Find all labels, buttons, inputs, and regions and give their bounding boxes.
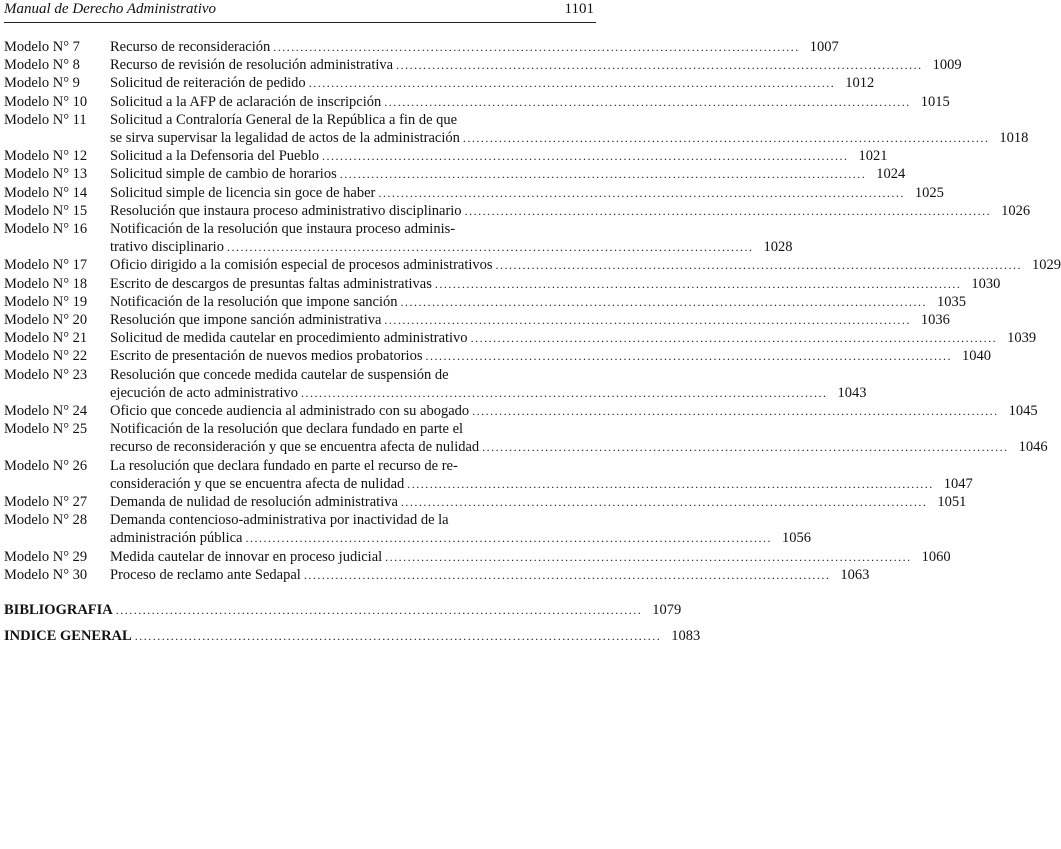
toc-entry xyxy=(4,548,951,566)
model-number: Modelo N° 7 xyxy=(4,39,80,55)
dot-leader: ..................................................................................................................... xyxy=(378,185,905,200)
entry-title-line xyxy=(110,438,1048,456)
table-of-contents xyxy=(4,38,1061,584)
model-number: Modelo N° 22 xyxy=(4,348,88,365)
entry-title-block xyxy=(110,165,906,183)
dot-leader: ..................................................................................................................... xyxy=(482,440,1009,455)
entry-title-block xyxy=(110,511,811,547)
dot-leader: ..................................................................................................................... xyxy=(400,495,928,510)
toc-entry xyxy=(4,147,888,165)
entry-title-block xyxy=(110,493,967,511)
entry-title-text: Solicitud de medida cautelar en procedimiento administrativo xyxy=(110,330,468,347)
entry-title-block xyxy=(110,293,966,311)
entry-title-text: se sirva supervisar la legalidad de actos de la administración xyxy=(110,130,460,147)
dot-leader: ..................................................................................................................... xyxy=(425,349,952,364)
end-matter-entry xyxy=(4,627,701,645)
entry-title-block xyxy=(110,38,839,56)
entry-title-line xyxy=(110,529,811,547)
entry-title-text: Demanda contencioso-administrativa por inactividad de la xyxy=(110,512,449,529)
book-title: Manual de Derecho Administrativo xyxy=(4,1,217,17)
entry-page-number: 1026 xyxy=(1001,202,1031,219)
model-number: Modelo N° 26 xyxy=(4,457,88,474)
toc-entry xyxy=(4,311,950,329)
toc-entry xyxy=(4,74,875,92)
entry-page-number: 1021 xyxy=(858,148,888,165)
entry-title-line xyxy=(110,202,1031,220)
dot-leader: ..................................................................................................................... xyxy=(407,476,934,491)
toc-entry xyxy=(4,93,950,111)
entry-title-text: Solicitud a la Defensoria del Pueblo xyxy=(110,148,319,165)
entry-title-block xyxy=(110,402,1038,420)
entry-title-text: Solicitud a la AFP de aclaración de inscripción xyxy=(110,93,382,110)
toc-entry xyxy=(4,457,973,493)
toc-entry xyxy=(4,420,1048,456)
entry-title-block xyxy=(110,347,991,365)
toc-entry xyxy=(4,293,966,311)
dot-leader: ..................................................................................................................... xyxy=(464,203,992,218)
model-number: Modelo N° 16 xyxy=(4,221,88,238)
end-matter-page-number: 1079 xyxy=(652,602,682,618)
dot-leader: ..................................................................................................................... xyxy=(115,603,643,617)
dot-leader: ..................................................................................................................... xyxy=(495,258,1023,273)
model-number: Modelo N° 10 xyxy=(4,93,88,110)
entry-page-number: 1051 xyxy=(937,494,967,511)
model-number: Modelo N° 18 xyxy=(4,275,88,292)
entry-title-line xyxy=(110,165,906,183)
entry-title-block xyxy=(110,111,1029,147)
entry-title-block xyxy=(110,74,875,92)
entry-title-block xyxy=(110,457,973,493)
entry-title-line xyxy=(110,147,888,165)
entry-title-text: Solicitud simple de licencia sin goce de haber xyxy=(110,184,376,201)
model-number: Modelo N° 29 xyxy=(4,548,88,565)
toc-entry xyxy=(4,184,944,202)
model-number: Modelo N° 13 xyxy=(4,166,88,183)
toc-entry xyxy=(4,347,991,365)
entry-title-text: trativo disciplinario xyxy=(110,239,224,256)
entry-page-number: 1028 xyxy=(763,239,793,256)
entry-title-line xyxy=(110,384,867,402)
toc-entry xyxy=(4,202,1031,220)
entry-page-number: 1018 xyxy=(999,130,1029,147)
dot-leader: ..................................................................................................................... xyxy=(226,240,754,255)
entry-page-number: 1039 xyxy=(1007,330,1037,347)
entry-title-text: ejecución de acto administrativo xyxy=(110,384,299,401)
entry-title-text: Resolución que impone sanción administrativa xyxy=(110,312,382,329)
model-number: Modelo N° 28 xyxy=(4,512,88,529)
entry-title-text: Medida cautelar de innovar en proceso judicial xyxy=(110,548,383,565)
entry-page-number: 1043 xyxy=(837,384,867,401)
toc-entry xyxy=(4,275,1001,293)
entry-title-text: Recurso de reconsideración xyxy=(110,39,271,55)
entry-title-line xyxy=(110,56,962,74)
toc-entry xyxy=(4,366,867,402)
entry-title-block xyxy=(110,329,1037,347)
entry-title-line xyxy=(110,111,597,129)
dot-leader: ..................................................................................................................... xyxy=(384,94,911,109)
entry-title-block xyxy=(110,184,944,202)
entry-title-line xyxy=(110,220,597,238)
dot-leader: ..................................................................................................................... xyxy=(303,567,831,582)
entry-title-line xyxy=(110,511,597,529)
toc-entry xyxy=(4,329,1037,347)
entry-title-text: recurso de reconsideración y que se encuentra afecta de nulidad xyxy=(110,439,480,456)
entry-title-text: Solicitud a Contraloría General de la República a fin de que xyxy=(110,111,458,128)
entry-title-text: Resolución que instaura proceso administrativo disciplinario xyxy=(110,202,462,219)
entry-page-number: 1029 xyxy=(1032,257,1061,274)
entry-title-block xyxy=(110,420,1048,456)
end-matter-label: BIBLIOGRAFIA xyxy=(4,602,113,618)
entry-page-number: 1025 xyxy=(914,184,944,201)
dot-leader: ..................................................................................................................... xyxy=(245,531,772,546)
entry-page-number: 1012 xyxy=(845,75,875,92)
entry-page-number: 1060 xyxy=(921,548,951,565)
entry-title-line xyxy=(110,347,991,365)
entry-title-line xyxy=(110,256,1061,274)
entry-title-line xyxy=(110,475,973,493)
dot-leader: ..................................................................................................................... xyxy=(400,294,927,309)
model-number: Modelo N° 9 xyxy=(4,75,80,92)
dot-leader: ..................................................................................................................... xyxy=(470,331,998,346)
entry-title-line xyxy=(110,402,1038,420)
model-number: Modelo N° 12 xyxy=(4,148,88,165)
entry-title-text: Recurso de revisión de resolución administrativa xyxy=(110,57,394,74)
toc-entry xyxy=(4,493,967,511)
entry-title-block xyxy=(110,548,951,566)
entry-title-line xyxy=(110,93,950,111)
toc-entry xyxy=(4,56,962,74)
entry-page-number: 1030 xyxy=(971,275,1001,292)
dot-leader: ..................................................................................................................... xyxy=(322,149,849,164)
entry-title-text: Proceso de reclamo ante Sedapal xyxy=(110,566,301,583)
toc-entry xyxy=(4,511,811,547)
dot-leader: ..................................................................................................................... xyxy=(134,629,662,644)
entry-title-block xyxy=(110,220,793,256)
model-number: Modelo N° 23 xyxy=(4,366,88,383)
end-matter-label: INDICE GENERAL xyxy=(4,628,132,645)
entry-title-text: Demanda de nulidad de resolución administrativa xyxy=(110,494,398,511)
entry-title-text: Oficio dirigido a la comisión especial de procesos administrativos xyxy=(110,257,493,274)
entry-page-number: 1007 xyxy=(809,39,839,55)
entry-title-line xyxy=(110,329,1037,347)
dot-leader: ..................................................................................................................... xyxy=(385,549,912,564)
entry-title-line xyxy=(110,457,597,475)
entry-title-line xyxy=(110,548,951,566)
entry-page-number: 1063 xyxy=(840,566,870,583)
entry-title-line xyxy=(110,38,839,56)
entry-title-text: Notificación de la resolución que declara fundado en parte el xyxy=(110,421,464,438)
entry-title-text: Solicitud de reiteración de pedido xyxy=(110,75,306,92)
model-number: Modelo N° 30 xyxy=(4,566,88,583)
entry-title-text: Escrito de presentación de nuevos medios probatorios xyxy=(110,348,423,365)
end-matter-entry xyxy=(4,601,682,619)
model-number: Modelo N° 8 xyxy=(4,57,80,74)
entry-page-number: 1009 xyxy=(932,57,962,74)
entry-title-text: Oficio que concede audiencia al administrado con su abogado xyxy=(110,403,470,420)
entry-title-line xyxy=(110,420,597,438)
dot-leader: ..................................................................................................................... xyxy=(434,276,962,291)
entry-title-text: consideración y que se encuentra afecta de nulidad xyxy=(110,475,405,492)
toc-entry xyxy=(4,220,793,256)
model-number: Modelo N° 24 xyxy=(4,403,88,420)
entry-title-block xyxy=(110,566,870,584)
toc-entry xyxy=(4,111,1029,147)
entry-page-number: 1040 xyxy=(961,348,991,365)
toc-entry xyxy=(4,256,1061,274)
dot-leader: ..................................................................................................................... xyxy=(462,131,990,146)
dot-leader: ..................................................................................................................... xyxy=(301,385,828,400)
entry-title-block xyxy=(110,366,867,402)
entry-title-line xyxy=(110,366,597,384)
entry-page-number: 1035 xyxy=(937,293,966,310)
dot-leader: ..................................................................................................................... xyxy=(339,167,867,182)
entry-title-text: Resolución que concede medida cautelar de suspensión de xyxy=(110,366,449,383)
end-matter-page-number: 1083 xyxy=(671,628,701,645)
entry-title-line xyxy=(110,275,1001,293)
model-number: Modelo N° 25 xyxy=(4,421,88,438)
entry-title-block xyxy=(110,275,1001,293)
dot-leader: ..................................................................................................................... xyxy=(472,404,999,419)
entry-title-line xyxy=(110,129,1029,147)
model-number: Modelo N° 17 xyxy=(4,257,88,274)
entry-title-line xyxy=(110,566,870,584)
entry-title-text: Solicitud simple de cambio de horarios xyxy=(110,166,337,183)
entry-title-text: Notificación de la resolución que instaura proceso adminis- xyxy=(110,221,456,238)
entry-page-number: 1045 xyxy=(1008,403,1038,420)
dot-leader: ..................................................................................................................... xyxy=(273,40,800,54)
entry-title-line xyxy=(110,74,875,92)
model-number: Modelo N° 14 xyxy=(4,184,88,201)
model-number: Modelo N° 11 xyxy=(4,111,87,128)
end-matter-list xyxy=(4,601,701,645)
entry-title-block xyxy=(110,93,950,111)
toc-entry xyxy=(4,165,906,183)
entry-title-block xyxy=(110,311,950,329)
dot-leader: ..................................................................................................................... xyxy=(308,76,836,91)
entry-title-line xyxy=(110,184,944,202)
entry-page-number: 1056 xyxy=(781,530,811,547)
entry-page-number: 1015 xyxy=(920,93,950,110)
entry-title-text: Escrito de descargos de presuntas faltas administrativas xyxy=(110,275,432,292)
model-number: Modelo N° 27 xyxy=(4,494,88,511)
entry-title-line xyxy=(110,493,967,511)
entry-title-line xyxy=(110,293,966,311)
toc-entry xyxy=(4,38,839,56)
entry-title-block xyxy=(110,256,1061,274)
entry-title-line xyxy=(110,311,950,329)
entry-title-block xyxy=(110,56,962,74)
entry-title-text: administración pública xyxy=(110,530,243,547)
model-number: Modelo N° 20 xyxy=(4,312,88,329)
spacer xyxy=(4,619,597,627)
toc-entry xyxy=(4,566,870,584)
entry-page-number: 1046 xyxy=(1018,439,1048,456)
dot-leader: ..................................................................................................................... xyxy=(396,58,923,73)
entry-page-number: 1036 xyxy=(920,312,950,329)
model-number: Modelo N° 19 xyxy=(4,293,88,310)
dot-leader: ..................................................................................................................... xyxy=(384,313,911,328)
entry-title-line xyxy=(110,238,793,256)
entry-title-text: Notificación de la resolución que impone sanción xyxy=(110,293,398,310)
entry-title-text: La resolución que declara fundado en parte el recurso de re- xyxy=(110,457,458,474)
page-number: 1101 xyxy=(564,1,594,17)
model-number: Modelo N° 15 xyxy=(4,202,88,219)
model-number: Modelo N° 21 xyxy=(4,330,88,347)
entry-title-block xyxy=(110,147,888,165)
running-header xyxy=(4,0,596,23)
entry-page-number: 1047 xyxy=(943,475,973,492)
entry-page-number: 1024 xyxy=(876,166,906,183)
entry-title-block xyxy=(110,202,1031,220)
toc-entry xyxy=(4,402,1038,420)
